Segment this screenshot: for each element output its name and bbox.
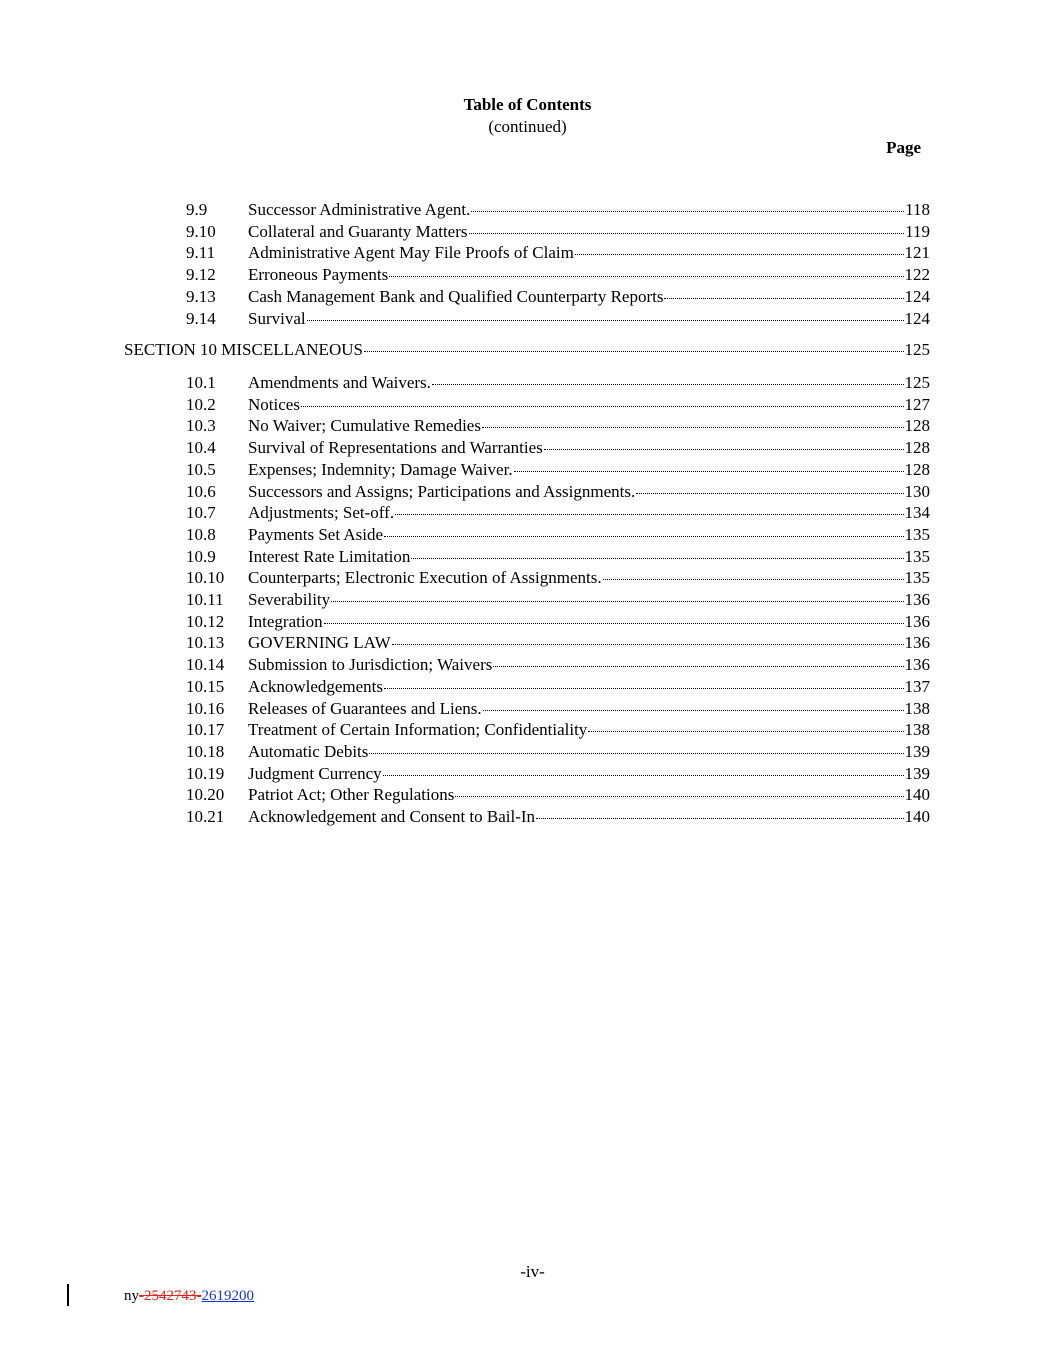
document-id-deleted: -2542743- bbox=[139, 1288, 202, 1304]
toc-entry-title: Successors and Assigns; Participations and Assignments. bbox=[248, 481, 636, 501]
toc-entry-title: Expenses; Indemnity; Damage Waiver. bbox=[248, 459, 513, 479]
toc-entry-number: 10.8 bbox=[186, 524, 216, 544]
toc-entry-title: Treatment of Certain Information; Confidentiality bbox=[248, 720, 588, 740]
document-id bbox=[124, 1286, 254, 1306]
dot-leader bbox=[455, 796, 903, 797]
dot-leader bbox=[493, 666, 903, 667]
toc-entry-number: 10.18 bbox=[186, 741, 225, 761]
toc-entry-page: 135 bbox=[904, 546, 930, 566]
dot-leader bbox=[364, 351, 904, 352]
toc-entry-page: 138 bbox=[904, 720, 930, 740]
toc-entry[interactable] bbox=[186, 502, 930, 524]
toc-entry-title: Judgment Currency bbox=[248, 763, 382, 783]
toc-entry[interactable] bbox=[186, 806, 930, 828]
toc-section-page: 125 bbox=[904, 339, 930, 359]
toc-entry-number: 10.4 bbox=[186, 438, 216, 458]
dot-leader bbox=[383, 775, 904, 776]
toc-entry-title: Patriot Act; Other Regulations bbox=[248, 785, 455, 805]
toc-entry-number: 10.2 bbox=[186, 394, 216, 414]
toc-entry[interactable] bbox=[186, 611, 930, 633]
toc-entry-title: GOVERNING LAW bbox=[248, 633, 391, 653]
toc-entry-page: 127 bbox=[904, 394, 930, 414]
dot-leader bbox=[411, 558, 903, 559]
toc-entry-number: 10.11 bbox=[186, 590, 224, 609]
dot-leader bbox=[514, 471, 904, 472]
dot-leader bbox=[432, 384, 904, 385]
toc-entry-number: 10.7 bbox=[186, 503, 216, 523]
toc-entry-number: 10.12 bbox=[186, 611, 225, 631]
toc-entry-page: 140 bbox=[904, 785, 930, 805]
toc-entry-number: 9.14 bbox=[186, 308, 216, 328]
toc-entry-page: 136 bbox=[904, 611, 930, 631]
dot-leader bbox=[575, 254, 904, 255]
toc-entry-number: 10.17 bbox=[186, 720, 225, 740]
document-id-inserted: 2619200 bbox=[201, 1288, 254, 1304]
toc-entry-number: 10.13 bbox=[186, 633, 225, 653]
toc-entry[interactable] bbox=[186, 784, 930, 806]
toc-entry-page: 135 bbox=[904, 524, 930, 544]
toc-entry[interactable] bbox=[186, 524, 930, 546]
toc-entry-title: Interest Rate Limitation bbox=[248, 546, 411, 566]
dot-leader bbox=[636, 493, 903, 494]
toc-entry-number: 9.11 bbox=[186, 243, 216, 263]
dot-leader bbox=[392, 644, 904, 645]
toc-entry-page: 128 bbox=[904, 459, 930, 479]
dot-leader bbox=[389, 276, 903, 277]
dot-leader bbox=[324, 623, 904, 624]
page-subtitle: (continued) bbox=[488, 117, 567, 136]
dot-leader bbox=[369, 753, 903, 754]
toc-entry-title: Severability bbox=[248, 590, 331, 609]
dot-leader bbox=[603, 579, 904, 580]
dot-leader bbox=[307, 320, 904, 321]
toc-entry-title: Integration bbox=[248, 611, 323, 631]
toc-entry-number: 10.19 bbox=[186, 763, 225, 783]
toc-entry-title: Cash Management Bank and Qualified Counterparty Reports bbox=[248, 286, 664, 306]
toc-entry[interactable] bbox=[186, 372, 930, 394]
document-id-prefix: ny bbox=[124, 1288, 139, 1304]
toc-entry-number: 10.15 bbox=[186, 676, 225, 696]
dot-leader bbox=[664, 298, 903, 299]
toc-entry-title: Acknowledgements bbox=[248, 676, 384, 696]
toc-entry[interactable] bbox=[186, 459, 930, 481]
dot-leader bbox=[471, 211, 904, 212]
toc-entry-number: 10.3 bbox=[186, 416, 216, 436]
toc-entry[interactable] bbox=[186, 546, 930, 568]
toc-entry-page: 118 bbox=[905, 200, 930, 219]
page-number: -iv- bbox=[520, 1262, 545, 1281]
toc-entry-number: 10.16 bbox=[186, 698, 225, 718]
toc-entry-title: Releases of Guarantees and Liens. bbox=[248, 698, 482, 718]
toc-entry-page: 137 bbox=[904, 676, 930, 696]
toc-entry[interactable] bbox=[186, 394, 930, 416]
toc-entry-title: Adjustments; Set-off. bbox=[248, 503, 395, 523]
toc-entry-page: 136 bbox=[904, 590, 930, 609]
dot-leader bbox=[588, 731, 903, 732]
toc-entry-page: 136 bbox=[904, 655, 930, 675]
toc-entry[interactable] bbox=[186, 481, 930, 503]
toc-entry-page: 139 bbox=[904, 763, 930, 783]
toc-entry[interactable] bbox=[186, 264, 930, 286]
dot-leader bbox=[301, 406, 904, 407]
toc-entry[interactable] bbox=[186, 221, 930, 243]
toc-entry-number: 10.20 bbox=[186, 785, 225, 805]
toc-entry[interactable] bbox=[186, 242, 930, 264]
toc-entry[interactable] bbox=[186, 308, 930, 330]
toc-entry-page: 135 bbox=[904, 568, 930, 588]
toc-entry-number: 9.9 bbox=[186, 200, 208, 219]
toc-entry-page: 125 bbox=[904, 373, 930, 392]
toc-entry-page: 130 bbox=[904, 481, 930, 501]
dot-leader bbox=[469, 233, 905, 234]
toc-entry[interactable] bbox=[186, 437, 930, 459]
toc-entry-number: 10.14 bbox=[186, 655, 225, 675]
toc-entry[interactable] bbox=[186, 654, 930, 676]
dot-leader bbox=[395, 514, 903, 515]
toc-entry-page: 128 bbox=[904, 438, 930, 458]
toc-entry[interactable] bbox=[186, 676, 930, 698]
dot-leader bbox=[483, 710, 904, 711]
toc-entry-page: 124 bbox=[904, 308, 930, 328]
toc-entry-title: Submission to Jurisdiction; Waivers bbox=[248, 655, 493, 675]
toc-entry-number: 10.5 bbox=[186, 459, 216, 479]
toc-entry-title: Automatic Debits bbox=[248, 741, 369, 761]
toc-entry[interactable] bbox=[186, 698, 930, 720]
dot-leader bbox=[384, 536, 903, 537]
toc-entry-page: 128 bbox=[904, 416, 930, 436]
toc-entry-page: 122 bbox=[904, 265, 930, 285]
toc-entry[interactable] bbox=[186, 415, 930, 437]
toc-entry-page: 139 bbox=[904, 741, 930, 761]
toc-entry-number: 10.21 bbox=[186, 807, 225, 826]
toc-entry-title: Notices bbox=[248, 394, 300, 414]
toc-section-title: SECTION 10 MISCELLANEOUS bbox=[124, 339, 363, 359]
toc-entry-title: Counterparts; Electronic Execution of Assignments. bbox=[248, 568, 602, 588]
toc-entry-page: 119 bbox=[905, 221, 930, 241]
toc-entry[interactable] bbox=[186, 763, 930, 785]
toc-entry-title: Acknowledgement and Consent to Bail-In bbox=[248, 807, 536, 826]
dot-leader bbox=[544, 449, 904, 450]
toc-entry-number: 10.9 bbox=[186, 546, 216, 566]
toc-entry[interactable] bbox=[186, 199, 930, 221]
toc-entry[interactable] bbox=[186, 286, 930, 308]
toc-entry-page: 124 bbox=[904, 286, 930, 306]
toc-entry[interactable] bbox=[186, 567, 930, 589]
toc-entry-title: Survival bbox=[248, 308, 306, 328]
toc-entry-number: 9.12 bbox=[186, 265, 216, 285]
page-title: Table of Contents bbox=[463, 95, 592, 114]
toc-entry-page: 134 bbox=[904, 503, 930, 523]
dot-leader bbox=[536, 818, 903, 819]
toc-entry-page: 140 bbox=[904, 807, 930, 826]
toc-entry-title: Amendments and Waivers. bbox=[248, 373, 431, 392]
toc-entry-number: 10.6 bbox=[186, 481, 216, 501]
page-column-label: Page bbox=[886, 138, 921, 157]
toc-entry[interactable] bbox=[186, 741, 930, 763]
dot-leader bbox=[482, 427, 904, 428]
toc-entry-title: Payments Set Aside bbox=[248, 524, 384, 544]
toc-entry-number: 10.10 bbox=[186, 568, 225, 588]
toc-entry-page: 138 bbox=[904, 698, 930, 718]
toc-entry-number: 9.10 bbox=[186, 221, 216, 241]
toc-entry-page: 136 bbox=[904, 633, 930, 653]
toc-entry[interactable] bbox=[186, 632, 930, 654]
toc-entry-title: Administrative Agent May File Proofs of Claim bbox=[248, 243, 574, 263]
dot-leader bbox=[331, 601, 903, 602]
toc-entry-title: Erroneous Payments bbox=[248, 265, 389, 285]
toc-entry[interactable] bbox=[186, 589, 930, 611]
toc-section-heading[interactable] bbox=[124, 339, 930, 361]
toc-entry-number: 9.13 bbox=[186, 286, 216, 306]
toc-entry-number: 10.1 bbox=[186, 373, 216, 392]
toc-entry-title: Survival of Representations and Warranties bbox=[248, 438, 543, 458]
change-bar bbox=[67, 1284, 69, 1306]
dot-leader bbox=[384, 688, 903, 689]
toc-entry-title: Successor Administrative Agent. bbox=[248, 200, 471, 219]
toc-entry-title: No Waiver; Cumulative Remedies bbox=[248, 416, 481, 436]
toc-entry-title: Collateral and Guaranty Matters bbox=[248, 221, 468, 241]
toc-entry-page: 121 bbox=[904, 243, 930, 263]
toc-entry[interactable] bbox=[186, 719, 930, 741]
